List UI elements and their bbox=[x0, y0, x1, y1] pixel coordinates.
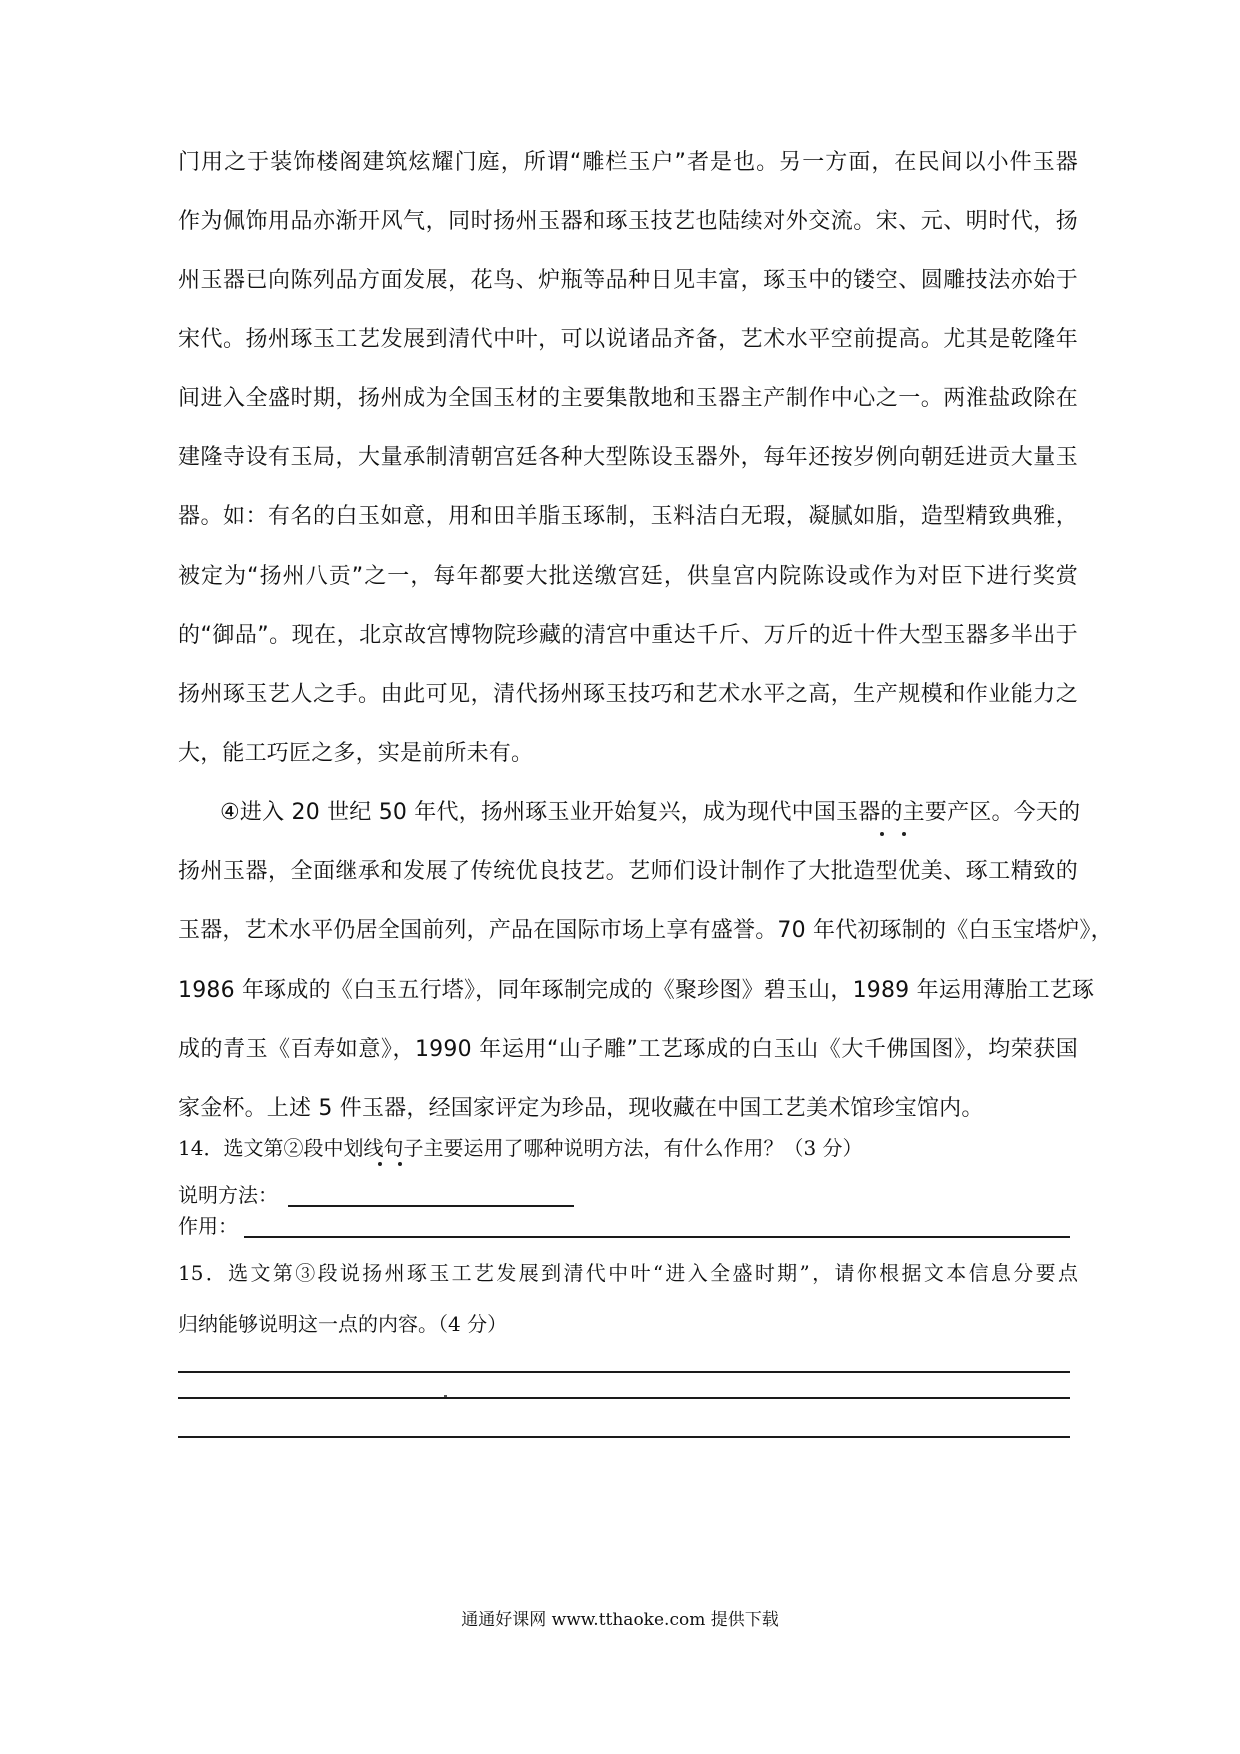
method-answer-line[interactable] bbox=[288, 1205, 574, 1207]
emphasis-dot bbox=[378, 1162, 382, 1166]
passage-line: 扬州玉器，全面继承和发展了传统优良技艺。艺师们设计制作了大批造型优美、琢工精致的 bbox=[178, 859, 1078, 884]
effect-answer-line[interactable] bbox=[244, 1236, 1070, 1238]
passage-line: 间进入全盛时期，扬州成为全国玉材的主要集散地和玉器主产制作中心之一。两淮盐政除在 bbox=[178, 386, 1078, 411]
passage-line: 玉器，艺术水平仍居全国前列，产品在国际市场上享有盛誉。70 年代初琢制的《白玉宝塔炉》， bbox=[178, 918, 1113, 943]
question-14: 14．选文第②段中划线句子主要运用了哪种说明方法，有什么作用？（3 分） bbox=[178, 1136, 863, 1160]
passage-line: 器。如：有名的白玉如意，用和田羊脂玉琢制，玉料洁白无瑕，凝腻如脂，造型精致典雅， bbox=[178, 504, 1078, 529]
passage-line: 门用之于装饰楼阁建筑炫耀门庭，所谓“雕栏玉户”者是也。另一方面，在民间以小件玉器 bbox=[178, 150, 1078, 175]
passage-line: 被定为“扬州八贡”之一，每年都要大批送缴宫廷，供皇宫内院陈设或作为对臣下进行奖赏 bbox=[178, 564, 1078, 589]
answer-line-2[interactable] bbox=[178, 1397, 1070, 1399]
passage-line: 建隆寺设有玉局，大量承制清朝宫廷各种大型陈设玉器外，每年还按岁例向朝廷进贡大量玉 bbox=[178, 445, 1078, 470]
effect-label: 作用： bbox=[178, 1214, 238, 1238]
question-15-line1: 15．选文第③段说扬州琢玉工艺发展到清代中叶“进入全盛时期”，请你根据文本信息分要点 bbox=[178, 1261, 1078, 1285]
passage-line: 大，能工巧匠之多，实是前所未有。 bbox=[178, 741, 534, 766]
footer-credit: 通通好课网 www.tthaoke.com 提供下载 bbox=[461, 1610, 779, 1630]
emphasis-dot bbox=[398, 1162, 402, 1166]
answer-line-1[interactable] bbox=[178, 1371, 1070, 1373]
passage-line: 扬州琢玉艺人之手。由此可见，清代扬州琢玉技巧和艺术水平之高，生产规模和作业能力之 bbox=[178, 682, 1078, 707]
passage-line: 州玉器已向陈列品方面发展，花鸟、炉瓶等品种日见丰富，琢玉中的镂空、圆雕技法亦始于 bbox=[178, 268, 1078, 293]
paragraph-4-start: ④进入 20 世纪 50 年代，扬州琢玉业开始复兴，成为现代中国玉器的主要产区。今天的 bbox=[220, 800, 1081, 825]
passage-line: 作为佩饰用品亦渐开风气，同时扬州玉器和琢玉技艺也陆续对外交流。宋、元、明时代，扬 bbox=[178, 209, 1078, 234]
emphasis-dot bbox=[902, 832, 906, 836]
passage-line: 家金杯。上述 5 件玉器，经国家评定为珍品，现收藏在中国工艺美术馆珍宝馆内。 bbox=[178, 1096, 984, 1121]
passage-line: 宋代。扬州琢玉工艺发展到清代中叶，可以说诸品齐备，艺术水平空前提高。尤其是乾隆年 bbox=[178, 327, 1078, 352]
question-15-line2: 归纳能够说明这一点的内容。（4 分） bbox=[178, 1312, 508, 1336]
passage-line: 1986 年琢成的《白玉五行塔》，同年琢制完成的《聚珍图》碧玉山，1989 年运用薄胎工艺琢 bbox=[178, 978, 1095, 1003]
passage-line: 成的青玉《百寿如意》，1990 年运用“山子雕”工艺琢成的白玉山《大千佛国图》，均荣获国 bbox=[178, 1037, 1078, 1062]
answer-line-3[interactable] bbox=[178, 1436, 1070, 1438]
passage-line: 的“御品”。现在，北京故宫博物院珍藏的清宫中重达千斤、万斤的近十件大型玉器多半出于 bbox=[178, 623, 1078, 648]
method-label: 说明方法： bbox=[178, 1183, 278, 1207]
emphasis-dot bbox=[880, 832, 884, 836]
